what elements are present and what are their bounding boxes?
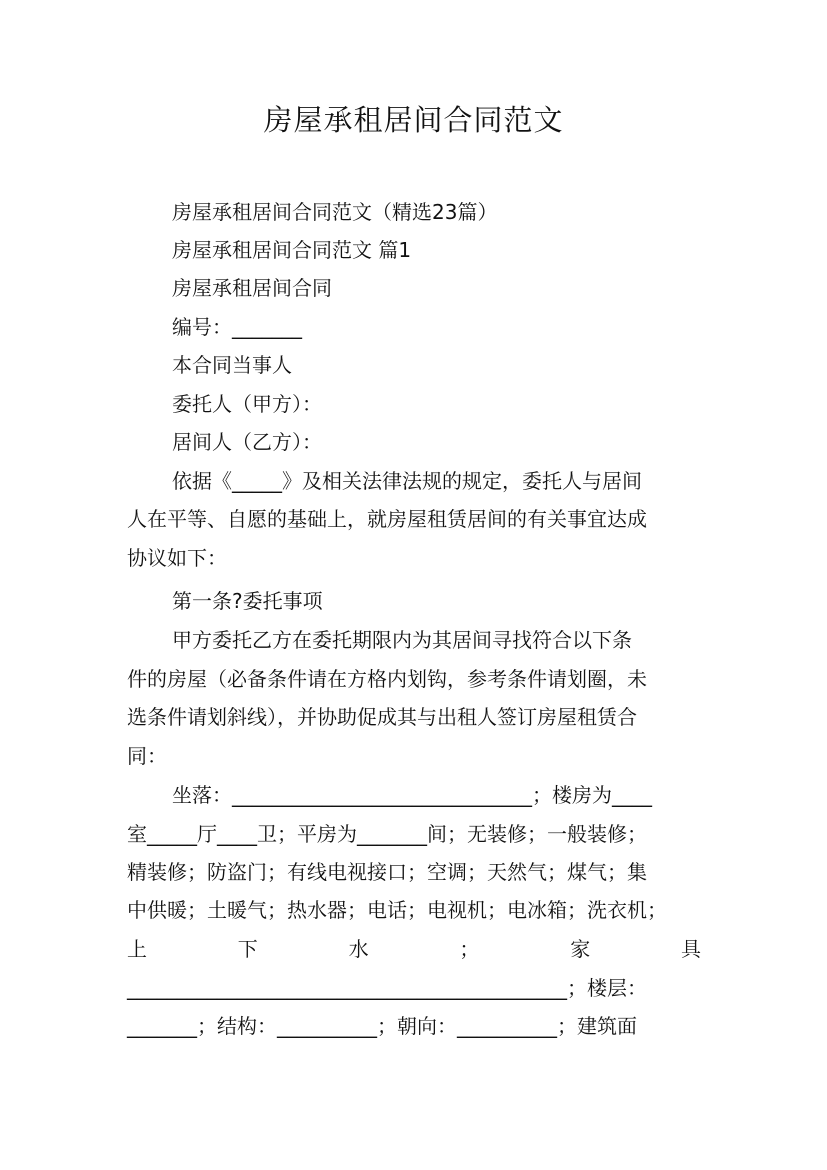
char: ； bbox=[459, 937, 480, 961]
document-title: 房屋承租居间合同范文 bbox=[263, 103, 564, 137]
char: 具 bbox=[680, 937, 701, 961]
subtitle-line: 房屋承租居间合同范文（精选23篇） bbox=[172, 200, 498, 224]
paragraph-line: 人在平等、自愿的基础上，就房屋租赁居间的有关事宜达成 bbox=[127, 507, 647, 531]
paragraph-line: 依据《_____》及相关法律法规的规定，委托人与居间 bbox=[172, 469, 642, 493]
paragraph-line: 选条件请划斜线），并协助促成其与出租人签订房屋租赁合 bbox=[127, 705, 637, 729]
char: 上 bbox=[127, 937, 147, 961]
party-a: 委托人（甲方）： bbox=[172, 392, 322, 416]
char: 下 bbox=[237, 937, 258, 961]
paragraph-line: 精装修；防盗门；有线电视接口；空调；天然气；煤气；集 bbox=[127, 860, 647, 884]
paragraph-line: 坐落：______________________________；楼房为____ bbox=[172, 783, 652, 807]
paragraph-line: 件的房屋（必备条件请在方格内划钩，参考条件请划圈，未 bbox=[127, 667, 647, 691]
paragraph-line: 中供暖；土暖气；热水器；电话；电视机；电冰箱；洗衣机； bbox=[127, 898, 667, 922]
justified-line bbox=[127, 930, 701, 968]
paragraph-line: 甲方委托乙方在委托期限内为其居间寻找符合以下条 bbox=[172, 628, 632, 652]
party-b: 居间人（乙方）： bbox=[172, 430, 322, 454]
paragraph-line: 同： bbox=[127, 744, 167, 768]
paragraph-line: 室_____厅____卫；平房为_______间；无装修；一般装修； bbox=[127, 822, 647, 846]
contract-name: 房屋承租居间合同 bbox=[172, 276, 332, 300]
char: 家 bbox=[570, 937, 591, 961]
parties-heading: 本合同当事人 bbox=[172, 353, 292, 377]
char: 水 bbox=[348, 937, 369, 961]
paragraph-line: _______；结构：__________；朝向：__________；建筑面 bbox=[127, 1014, 637, 1038]
paragraph-line: 协议如下： bbox=[127, 546, 227, 570]
article-heading: 第一条?委托事项 bbox=[172, 589, 323, 613]
contract-number: 编号：_______ bbox=[172, 315, 302, 339]
paragraph-line: ____________________________________________；楼层： bbox=[127, 976, 647, 1000]
section-heading: 房屋承租居间合同范文 篇1 bbox=[172, 238, 412, 262]
